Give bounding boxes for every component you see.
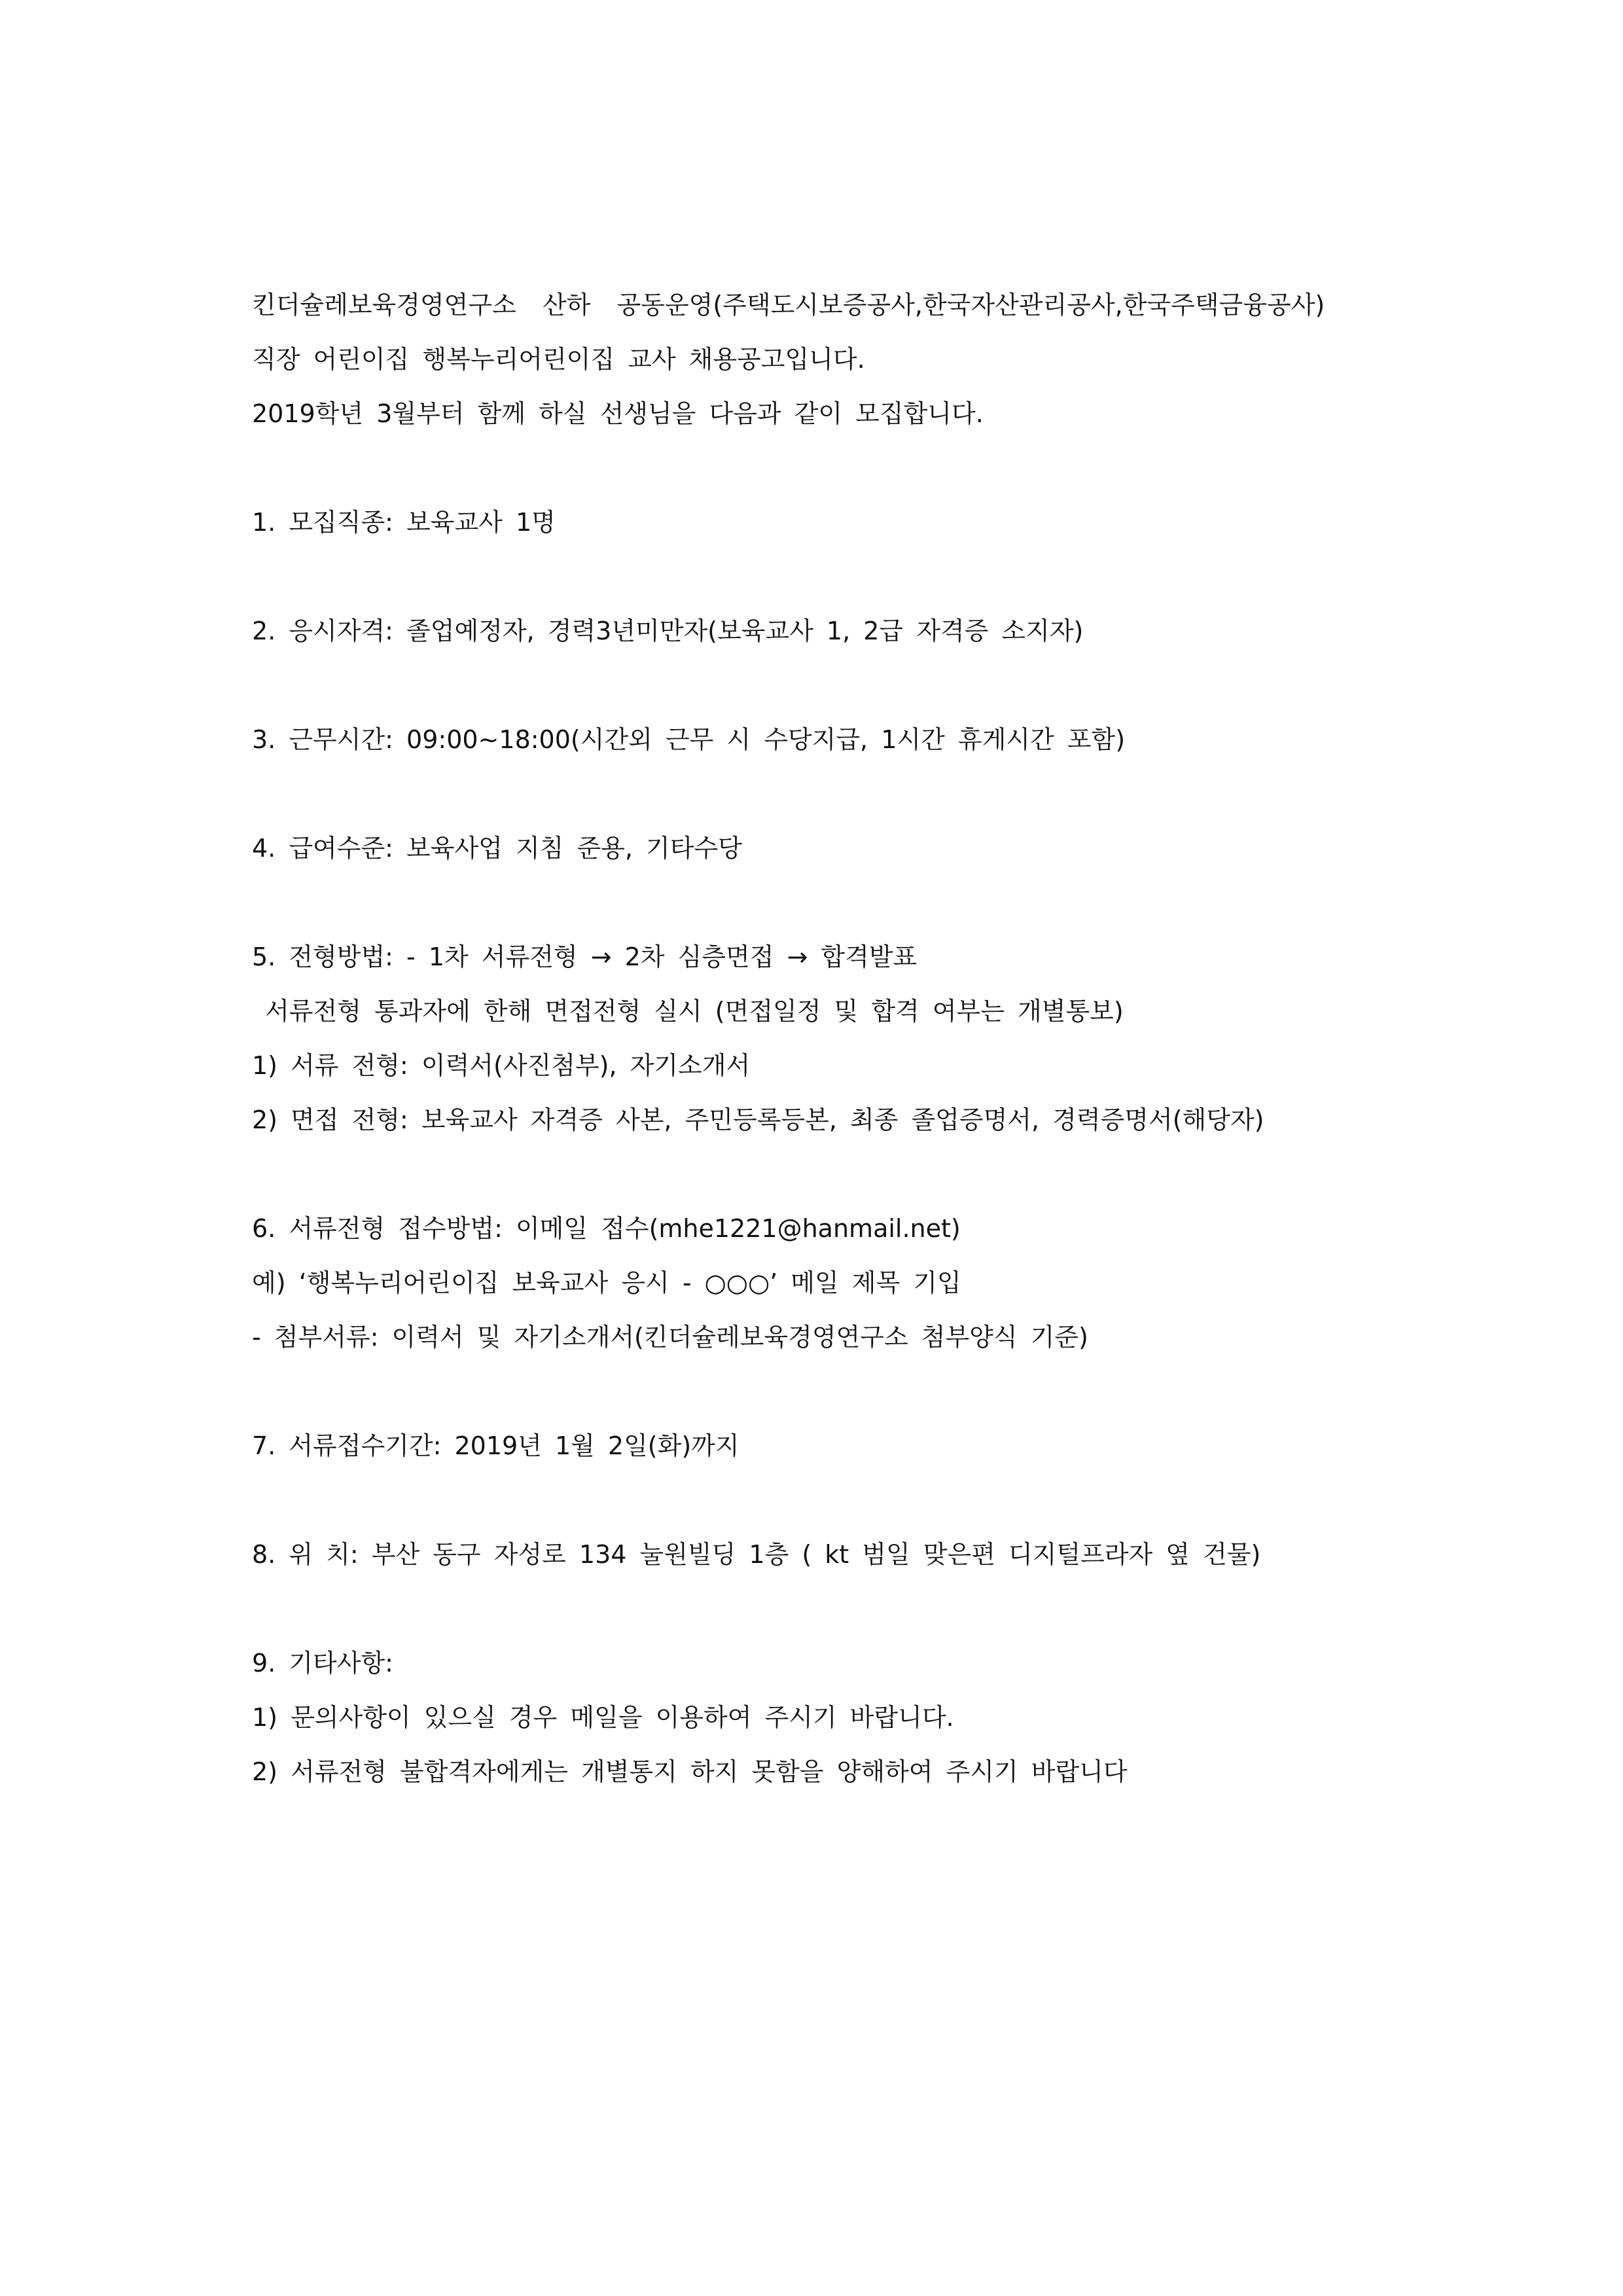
item-job-type: 1. 모집직종: 보육교사 1명 — [252, 508, 556, 537]
spacer — [252, 767, 1495, 821]
selection-document-stage: 1) 서류 전형: 이력서(사진첨부), 자기소개서 — [252, 1051, 751, 1080]
item-application-method — [252, 1202, 1495, 1365]
item-work-hours: 3. 근무시간: 09:00~18:00(시간외 근무 시 수당지급, 1시간 휴게시간 포함) — [252, 725, 1126, 754]
item-location: 8. 위 치: 부산 동구 자성로 134 눌원빌딩 1층 ( kt 범일 맞은편 디지털프라자 옆 건물) — [252, 1540, 1261, 1569]
intro-section — [252, 278, 1495, 441]
item-qualification: 2. 응시자격: 졸업예정자, 경력3년미만자(보육교사 1, 2급 자격증 소지자) — [252, 617, 1084, 645]
item-other-notes — [252, 1636, 1495, 1799]
other-notes-heading: 9. 기타사항: — [252, 1649, 393, 1677]
spacer — [252, 876, 1495, 930]
application-email-subject: 예) ‘행복누리어린이집 보육교사 응시 - ○○○’ 메일 제목 기입 — [252, 1268, 961, 1297]
item-application-period: 7. 서류접수기간: 2019년 1월 2일(화)까지 — [252, 1431, 740, 1460]
spacer — [252, 1365, 1495, 1419]
application-attachments: - 첨부서류: 이력서 및 자기소개서(킨더슐레보육경영연구소 첨부양식 기준) — [252, 1323, 1088, 1352]
intro-line-recruit: 2019학년 3월부터 함께 하실 선생님을 다음과 같이 모집합니다. — [252, 399, 984, 428]
selection-method-steps: 5. 전형방법: - 1차 서류전형 → 2차 심층면접 → 합격발표 — [252, 942, 918, 971]
document-body — [252, 278, 1495, 1799]
intro-line-operator: 킨더슐레보육경영연구소 산하 공동운영(주택도시보증공사,한국자산관리공사,한국주택금융공사) — [252, 291, 1325, 319]
intro-line-title: 직장 어린이집 행복누리어린이집 교사 채용공고입니다. — [252, 345, 865, 374]
item-salary: 4. 급여수준: 보육사업 지침 준용, 기타수당 — [252, 834, 742, 863]
spacer — [252, 1147, 1495, 1202]
selection-interview-stage: 2) 면접 전형: 보육교사 자격증 사본, 주민등록등본, 최종 졸업증명서, 경력증명서(해당자) — [252, 1105, 1264, 1134]
other-notes-inquiry: 1) 문의사항이 있으실 경우 메일을 이용하여 주시기 바랍니다. — [252, 1703, 954, 1732]
spacer — [252, 441, 1495, 495]
item-selection-method — [252, 930, 1495, 1147]
application-email: 6. 서류전형 접수방법: 이메일 접수(mhe1221@hanmail.net) — [252, 1214, 961, 1243]
spacer — [252, 1473, 1495, 1528]
selection-method-note: 서류전형 통과자에 한해 면접전형 실시 (면접일정 및 합격 여부는 개별통보) — [252, 997, 1124, 1026]
spacer — [252, 550, 1495, 604]
other-notes-rejection: 2) 서류전형 불합격자에게는 개별통지 하지 못함을 양해하여 주시기 바랍니다 — [252, 1757, 1128, 1786]
spacer — [252, 1582, 1495, 1636]
spacer — [252, 658, 1495, 713]
